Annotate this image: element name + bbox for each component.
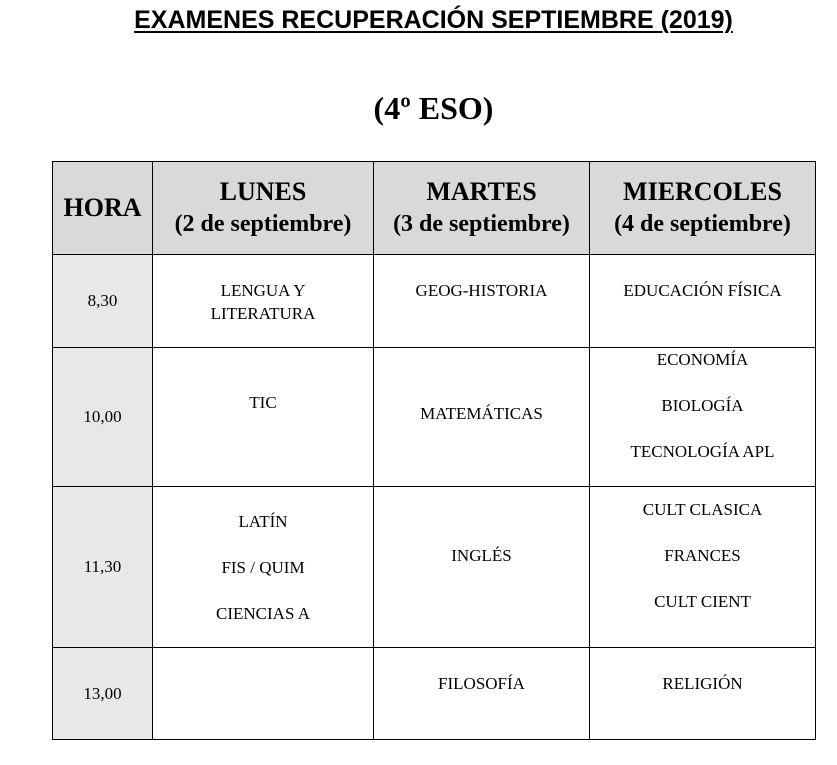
hora-cell: 8,30 — [53, 255, 153, 348]
exam-subject: BIOLOGÍA — [661, 396, 744, 415]
table-row — [53, 348, 816, 487]
exam-subject: LENGUA Y — [220, 281, 306, 300]
day-label: LUNES — [219, 177, 307, 206]
hora-cell: 11,30 — [53, 487, 153, 648]
exam-subject: LITERATURA — [210, 304, 316, 323]
header-martes — [374, 162, 590, 255]
exam-cell-miercoles — [590, 648, 816, 740]
exam-cell-miercoles — [590, 487, 816, 648]
hora-cell: 13,00 — [53, 648, 153, 740]
exam-subject: FIS / QUIM — [221, 558, 305, 577]
exam-subject: LATÍN — [238, 512, 288, 531]
exam-subject: TIC — [249, 393, 277, 412]
page-title: EXAMENES RECUPERACIÓN SEPTIEMBRE (2019) — [134, 6, 733, 34]
date-label: (4 de septiembre) — [614, 211, 791, 237]
date-label: (3 de septiembre) — [393, 211, 570, 237]
exam-subject: TECNOLOGÍA APL — [630, 442, 775, 461]
exam-subject: RELIGIÓN — [662, 674, 743, 693]
day-label: MARTES — [426, 177, 537, 206]
table-row — [53, 255, 816, 348]
exam-subject: ECONOMÍA — [656, 350, 749, 369]
table-row — [53, 487, 816, 648]
exam-cell-lunes — [153, 648, 374, 740]
exam-cell-martes — [374, 487, 590, 648]
header-lunes — [153, 162, 374, 255]
exam-subject: FILOSOFÍA — [438, 674, 525, 693]
page-subtitle: (4º ESO) — [373, 90, 494, 126]
header-hora: HORA — [53, 162, 153, 255]
exam-cell-martes — [374, 348, 590, 487]
exam-subject: INGLÉS — [451, 546, 512, 565]
exam-cell-lunes — [153, 487, 374, 648]
exam-schedule-table — [52, 161, 816, 740]
table-row — [53, 648, 816, 740]
hora-cell: 10,00 — [53, 348, 153, 487]
exam-subject: CULT CIENT — [654, 592, 751, 611]
exam-subject: CULT CLASICA — [642, 500, 763, 519]
exam-cell-miercoles — [590, 348, 816, 487]
exam-subject: FRANCES — [664, 546, 741, 565]
exam-cell-martes — [374, 648, 590, 740]
exam-subject: MATEMÁTICAS — [420, 404, 543, 423]
exam-subject: GEOG-HISTORIA — [415, 281, 548, 300]
exam-cell-lunes — [153, 255, 374, 348]
day-label: MIERCOLES — [623, 177, 782, 206]
exam-subject: EDUCACIÓN FÍSICA — [623, 281, 782, 300]
exam-cell-miercoles — [590, 255, 816, 348]
exam-cell-lunes — [153, 348, 374, 487]
exam-cell-martes — [374, 255, 590, 348]
date-label: (2 de septiembre) — [174, 211, 352, 237]
header-row — [53, 162, 816, 255]
header-miercoles — [590, 162, 816, 255]
exam-subject: CIENCIAS A — [216, 604, 310, 623]
